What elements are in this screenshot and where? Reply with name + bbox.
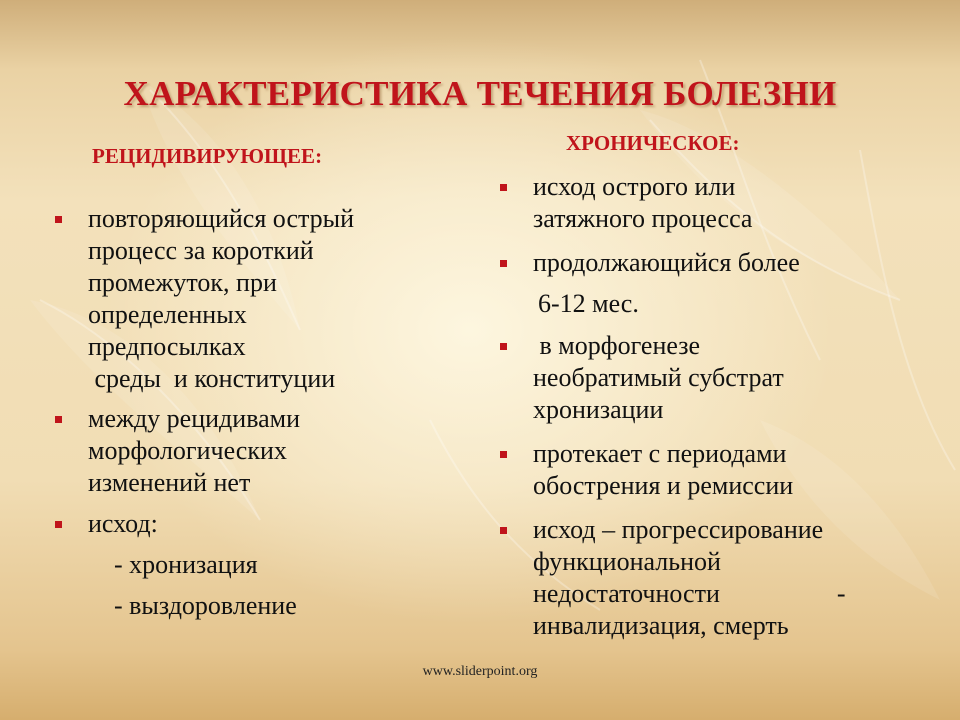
left-column-heading: РЕЦИДИВИРУЮЩЕЕ: <box>92 144 323 168</box>
slide-title: ХАРАКТЕРИСТИКА ТЕЧЕНИЯ БОЛЕЗНИ <box>123 74 837 113</box>
item-line: исход: <box>88 509 158 538</box>
item-line: хронизации <box>533 395 664 424</box>
list-item <box>500 330 920 426</box>
item-line: определенных <box>88 300 247 329</box>
list-item <box>500 514 920 642</box>
item-line: недостаточности - <box>533 579 846 608</box>
continuation-line: - хронизация <box>88 550 258 579</box>
square-bullet-icon <box>55 216 62 223</box>
list-item <box>55 203 435 363</box>
list-continuation <box>55 363 435 395</box>
square-bullet-icon <box>500 184 507 191</box>
item-line: функциональной <box>533 547 721 576</box>
item-line: предпосылках <box>88 332 246 361</box>
item-line: морфологических <box>88 436 287 465</box>
list-item <box>55 403 435 499</box>
item-line: промежуток, при <box>88 268 277 297</box>
item-line: исход острого или <box>533 172 736 201</box>
continuation-line: среды и конституции <box>88 364 336 393</box>
square-bullet-icon <box>500 451 507 458</box>
square-bullet-icon <box>55 416 62 423</box>
list-item <box>500 438 920 502</box>
item-line: между рецидивами <box>88 404 301 433</box>
item-line: процесс за короткий <box>88 236 314 265</box>
right-column-heading: ХРОНИЧЕСКОЕ: <box>566 131 740 155</box>
list-item <box>500 171 920 235</box>
list-continuation <box>55 590 435 622</box>
footer-url: www.sliderpoint.org <box>422 664 538 679</box>
item-line: изменений нет <box>88 468 251 497</box>
item-line: инвалидизация, смерть <box>533 611 789 640</box>
continuation-line: 6-12 мес. <box>538 289 639 318</box>
item-line: продолжающийся более <box>533 248 800 277</box>
square-bullet-icon <box>55 521 62 528</box>
continuation-line: - выздоровление <box>88 591 297 620</box>
item-line: повторяющийся острый <box>88 204 355 233</box>
item-line: необратимый субстрат <box>533 363 784 392</box>
item-line: в морфогенезе <box>533 331 701 360</box>
list-item <box>500 247 920 279</box>
item-line: протекает с периодами <box>533 439 787 468</box>
item-line: затяжного процесса <box>533 204 753 233</box>
square-bullet-icon <box>500 527 507 534</box>
left-bullet-list <box>55 203 435 622</box>
square-bullet-icon <box>500 260 507 267</box>
list-continuation <box>55 549 435 581</box>
square-bullet-icon <box>500 343 507 350</box>
list-continuation <box>500 288 920 320</box>
item-line: исход – прогрессирование <box>533 515 824 544</box>
item-line: обострения и ремиссии <box>533 471 794 500</box>
list-item <box>55 508 435 540</box>
right-bullet-list <box>500 171 920 642</box>
